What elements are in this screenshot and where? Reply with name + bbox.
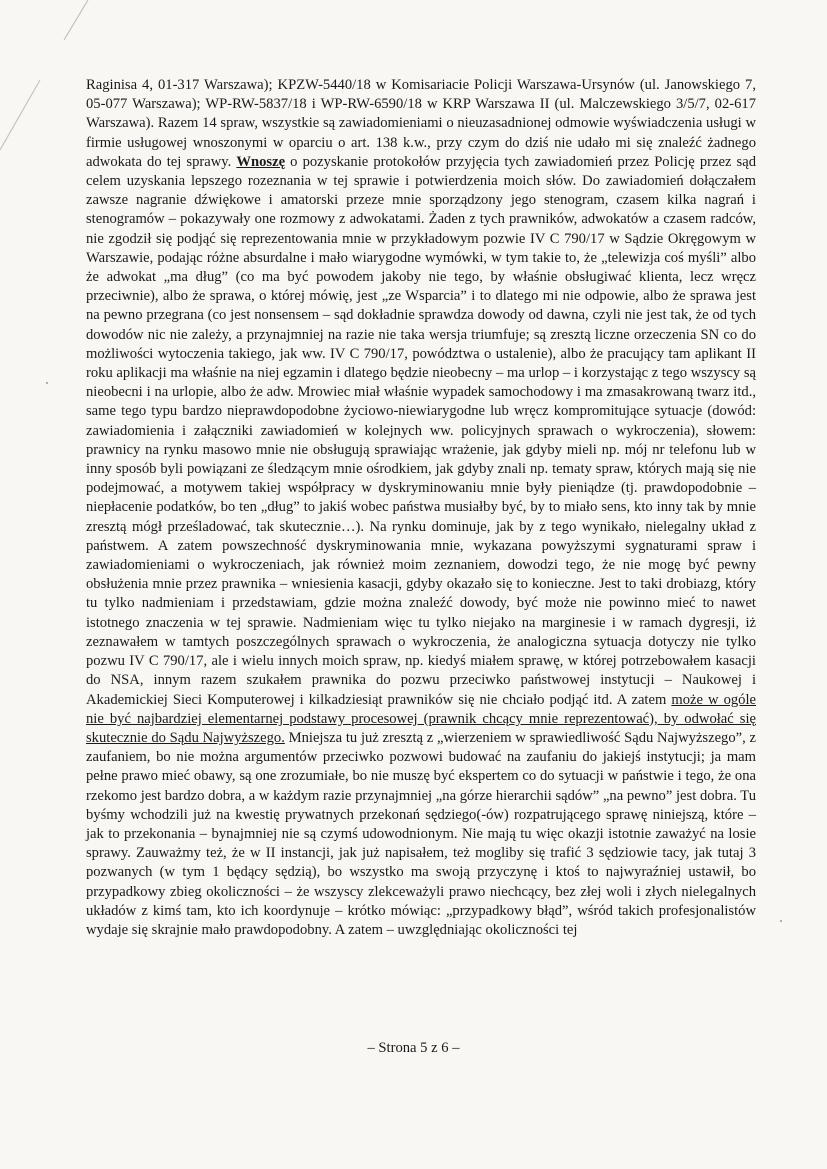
underlined-statement: może w ogóle nie być najbardziej elementarnej podstawy procesowej (prawnik chcący mnie reprezentować), by odwołać się skutecznie do Sądu Najwyższego. xyxy=(86,691,756,746)
main-paragraph xyxy=(86,76,756,940)
scan-speck xyxy=(46,382,48,384)
scan-speck xyxy=(780,920,782,922)
emphasis-request: Wnoszę xyxy=(236,153,286,170)
document-body xyxy=(86,76,756,940)
paragraph-text-2: o pozyskanie protokołów przyjęcia tych zawiadomień przez Policję przez sąd celem uzyskania lepszego rozeznania w tej sprawie i potwierdzenia moich słów. Do zawiadomień dołączałem zawsze nagranie dźwiękowe i amatorski przeze mnie sporządzony jego stenogram, czasem kilka nagrań i stenogramów – pokazywały one rozmowy z adwokatami. Żaden z tych prawników, adwokatów a czasem radców, nie zgodził się podjąć się reprezentowania mnie w przykładowym pozwie IV C 790/17 w Sądzie Okręgowym w Warszawie, podając różne absurdalne i mało wiarygodne wymówki, w tym takie to, że „telewizja coś myśli” albo że adwokat „ma dług” (co ma być powodem jakoby nie tego, by właśnie obsługiwać klienta, lecz wręcz przeciwnie), albo że sprawa, o której mówię, jest „ze Wsparcia” i to dlatego mi nie odpowie, albo że sprawa jest na pewno przegrana (co jest nonsensem – sąd dokładnie sprawdza dowody od dawna, czyli nie jest tak, że od tych dowodów nic nie zależy, a przynajmniej na razie nie taka wersja triumfuje; są zresztą liczne orzeczenia SN co do możliwości wytoczenia takiego, jak ww. IV C 790/17, powództwa o ustalenie), albo że pracujący tam aplikant II roku aplikacji ma właśnie na niej egzamin i dlatego będzie nieobecny – ma urlop – i korzystając z tego wszyscy są nieobecni i na urlopie, albo że adw. Mrowiec miał właśnie wypadek samochodowy i ma zmasakrowaną twarz itd., same tego typu bardzo nieprawdopodobne życiowo-niewiarygodne lub wręcz kompromitujące sytuacje (dowód: zawiadomienia i załączniki zawiadomień w kolejnych ww. policyjnych sprawach o wykroczenia), słowem: prawnicy na rynku masowo mnie nie obsługują sprawiając wrażenie, jak gdyby mieli np. mój nr telefonu lub w inny sposób byli powiązani ze śledzącym mnie ośrodkiem, jak gdyby znali np. tematy spraw, których mają się nie podejmować, a motywem takiej współpracy w dyskryminowaniu mnie były pieniądze (tj. prawdopodobnie – niepłacenie podatków, bo ten „dług” to jakiś wobec państwa musiałby być, by to miało sens, kto inny tak by mnie zresztą mógł prześladować, tak skutecznie…). Na rynku dominuje, jak by z tego wynikało, nielegalny układ z państwem. A zatem powszechność dyskryminowania mnie, wykazana powyższymi sygnaturami spraw i zawiadomieniami o wykroczeniach, jak również moim zeznaniem, dowodzi tego, że nie mogę być pewny obsłużenia mnie przez prawnika – wniesienia kasacji, gdyby okazało się to konieczne. Jest to taki drobiazg, który tu tylko nadmieniam i przedstawiam, gdzie można znaleźć dowody, być może nie powinno mieć to nawet istotnego znaczenia w tej sprawie. Nadmieniam więc tu tylko niejako na marginesie i w ramach dygresji, iż zeznawałem w tamtych poszczególnych sprawach o wykroczenia, że analogiczna sytuacja dotyczy nie tylko pozwu IV C 790/17, ale i wielu innych moich spraw, np. kiedyś miałem sprawę, w której potrzebowałem kasacji do NSA, innym razem szukałem prawnika do pozwu przeciwko państwowej instytucji – Naukowej i Akademickiej Sieci Komputerowej i kilkadziesiąt prawników się nie chciało podjąć itd. A zatem xyxy=(86,153,756,708)
paragraph-text-1: Raginisa 4, 01-317 Warszawa); KPZW-5440/18 w Komisariacie Policji Warszawa-Ursynów (ul. Janowskiego 7, 05-077 Warszawa); WP-RW-5837/18 i WP-RW-6590/18 w KRP Warszawa II (ul. Malczewskiego 3/5/7, 02-617 Warszawa). Razem 14 spraw, wszystkie są zawiadomieniami o nieuzasadnionej odmowie wyświadczenia usługi w firmie usługowej wnoszonymi w oparciu o art. 138 k.w., przy czym do dziś nie udało mi się znaleźć żadnego adwokata do tej sprawy. xyxy=(86,77,756,170)
paragraph-text-3: Mniejsza tu już zresztą z „wierzeniem w sprawiedliwość Sądu Najwyższego”, z zaufaniem, bo nie można argumentów przeciwko pozwowi budować na zaufaniu do jakiejś instytucji; ja mam pełne prawo mieć obawy, są one zrozumiałe, bo nie muszę być ekspertem co do sytuacji w państwie i tego, że ona rzekomo jest bardzo dobra, a w każdym razie przynajmniej „na górze hierarchii sądów” „na pewno” jest dobra. Tu byśmy wchodzili już na kwestię prywatnych przekonań sędziego(-ów) rozpatrującego sprawę niniejszą, które – jak to przekonania – bynajmniej nie są czymś udowodnionym. Nie mają tu więc okazji istotnie zaważyć na losie sprawy. Zauważmy też, że w II instancji, jak już napisałem, też mogliby się trafić 3 sędziowie tacy, jak tutaj 3 pozwanych (w tym 1 będący sędzią), bo wszystko ma swoją przyczynę i ktoś to najwyraźniej ustawił, bo przypadkowy zbieg okoliczności – że wszyscy zlekceważyli prawo niechcący, bez złej woli i złych nielegalnych układów z kimś tam, kto ich koordynuje – krótko mówiąc: „przypadkowy błąd”, wśród takich profesjonalistów wydaje się skrajnie mało prawdopodobny. A zatem – uwzględniając okoliczności tej xyxy=(86,729,757,938)
page-number-footer: – Strona 5 z 6 – xyxy=(367,1040,460,1056)
